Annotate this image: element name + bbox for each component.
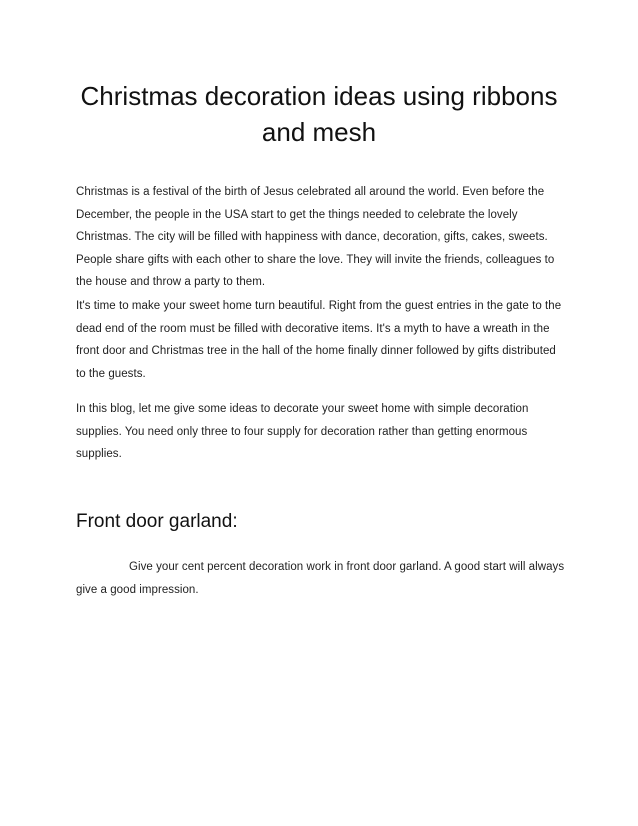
decoration-paragraph: It's time to make your sweet home turn beautiful. Right from the guest entries in the gate to the dead end of the room must be filled with decorative items. It's a myth to have a wreath in the front door and Christmas tree in the hall of the home finally dinner followed by gifts distributed to the guests. — [76, 300, 562, 380]
section-body-paragraph: Give your cent percent decoration work in front door garland. A good start will always give a good impression. — [76, 561, 565, 596]
intro-paragraph: Christmas is a festival of the birth of Jesus celebrated all around the world. Even before the December, the people in the USA start to get the things needed to celebrate the lovely Christmas. The city will be filled with happiness with dance, decoration, gifts, cakes, sweets. People share gifts with each other to share the love. They will invite the friends, colleagues to the house and throw a party to them. — [76, 186, 555, 288]
blog-intro-paragraph: In this blog, let me give some ideas to decorate your sweet home with simple decoration supplies. You need only three to four supply for decoration rather than getting enormous supplies. — [76, 403, 529, 460]
section-heading: Front door garland: — [76, 511, 238, 532]
document-title: Christmas decoration ideas using ribbons and mesh — [80, 81, 558, 147]
